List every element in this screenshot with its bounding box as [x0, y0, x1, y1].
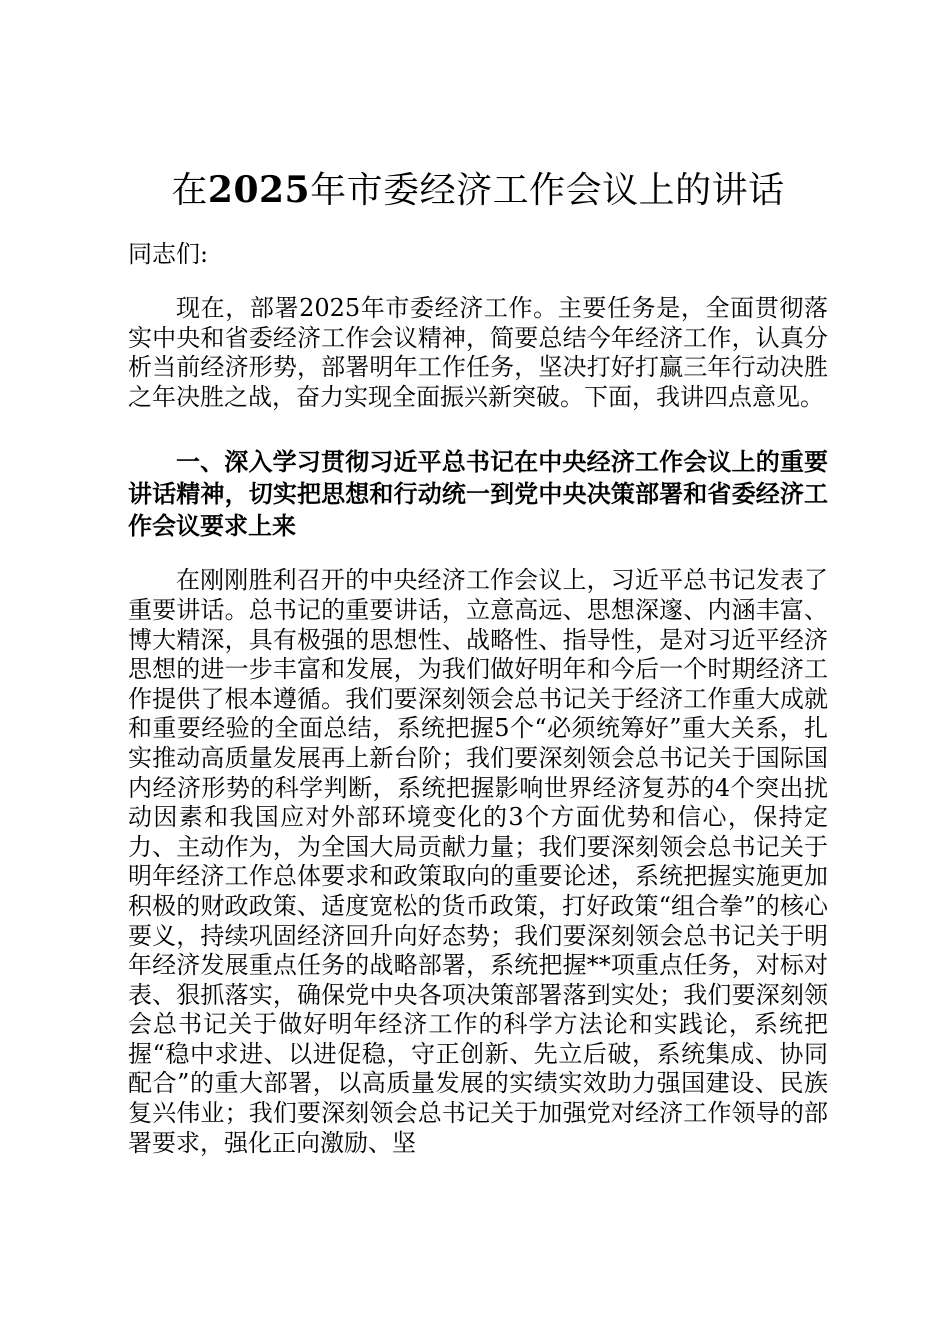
title-suffix: 年市委经济工作会议上的讲话 — [310, 170, 785, 211]
title-prefix: 在 — [171, 170, 208, 211]
section-1-paragraph: 在刚刚胜利召开的中央经济工作会议上，习近平总书记发表了重要讲话。总书记的重要讲话，立意高远、思想深邃、内涵丰富、博大精深，具有极强的思想性、战略性、指导性，是对习近平经济思想的进一步丰富和发展，为我们做好明年和今后一个时期经济工作提供了根本遵循。我们要深刻领会总书记关于经济工作重大成就和重要经验的全面总结，系统把握5个“必须统筹好”重大关系，扎实推动高质量发展再上新台阶；我们要深刻领会总书记关于国际国内经济形势的科学判断，系统把握影响世界经济复苏的4个突出扰动因素和我国应对外部环境变化的3个方面优势和信心，保持定力、主动作为，为全国大局贡献力量；我们要深刻领会总书记关于明年经济工作总体要求和政策取向的重要论述，系统把握实施更加积极的财政政策、适度宽松的货币政策，打好政策“组合拳”的核心要义，持续巩固经济回升向好态势；我们要深刻领会总书记关于明年经济发展重点任务的战略部署，系统把握**项重点任务，对标对表、狠抓落实，确保党中央各项决策部署落到实处；我们要深刻领会总书记关于做好明年经济工作的科学方法论和实践论，系统把握“稳中求进、以进促稳，守正创新、先立后破，系统集成、协同配合”的重大部署，以高质量发展的实绩实效助力强国建设、民族复兴伟业；我们要深刻领会总书记关于加强党对经济工作领导的部署要求，强化正向激励、坚 — [128, 566, 828, 1157]
document-title — [128, 168, 828, 213]
salutation: 同志们: — [128, 240, 209, 268]
document-body — [128, 168, 828, 1158]
title-year: 2025 — [207, 169, 311, 211]
section-1-heading: 一、深入学习贯彻习近平总书记在中央经济工作会议上的重要讲话精神，切实把思想和行动统一到党中央决策部署和省委经济工作会议要求上来 — [128, 447, 828, 541]
intro-paragraph: 现在，部署2025年市委经济工作。主要任务是，全面贯彻落实中央和省委经济工作会议精神，简要总结今年经济工作，认真分析当前经济形势，部署明年工作任务，坚决打好打赢三年行动决胜之年决胜之战，奋力实现全面振兴新突破。下面，我讲四点意见。 — [128, 294, 828, 411]
